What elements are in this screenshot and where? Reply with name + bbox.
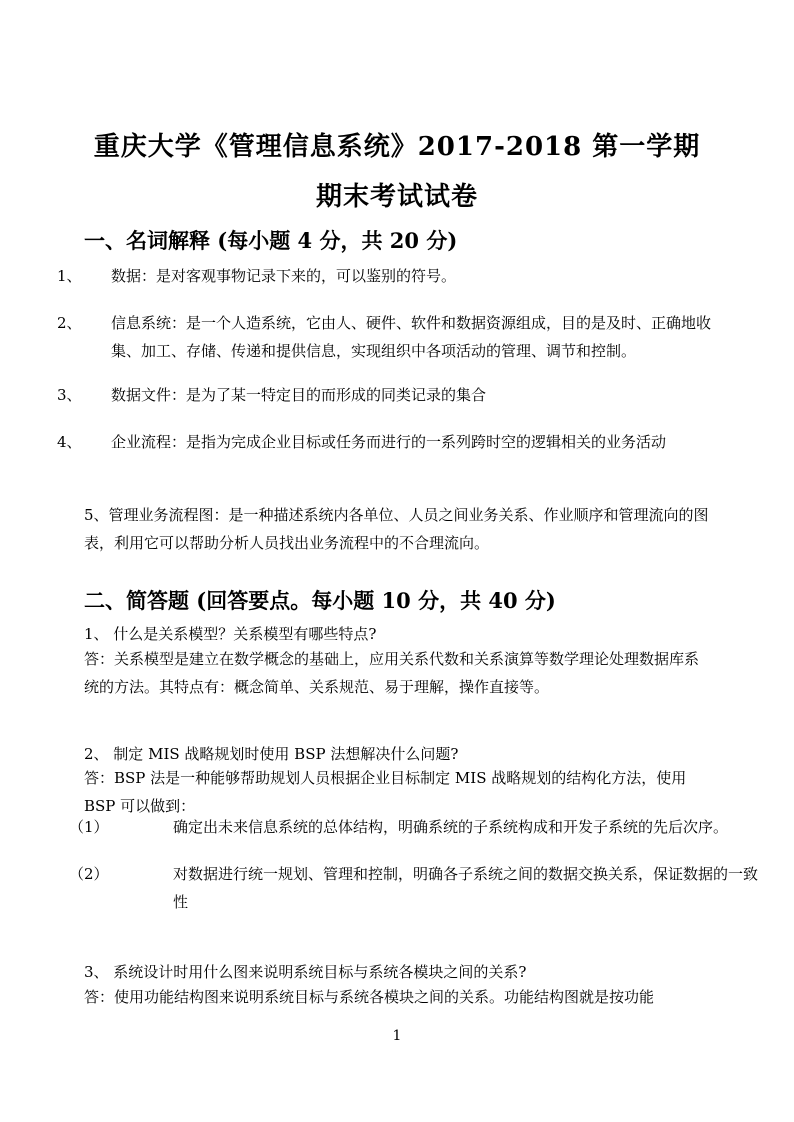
answer-2-point-2 [69, 860, 762, 916]
question-1: 1、 什么是关系模型？关系模型有哪些特点? [84, 625, 377, 643]
definition-item-1 [57, 262, 737, 290]
item-number: 1、 [57, 267, 82, 285]
answer-2-point-1 [69, 813, 762, 841]
item-number: 5、 [84, 506, 109, 524]
item-text: 企业流程：是指为完成企业目标或任务而进行的一系列跨时空的逻辑相关的业务活动 [111, 433, 667, 451]
item-text: 信息系统：是一个人造系统，它由人、硬件、软件和数据资源组成，目的是及时、正确地收集、加工、存储、传递和提供信息，实现组织中各项活动的管理、调节和控制。 [111, 314, 712, 360]
point-number: （2） [69, 865, 109, 883]
item-number: 3、 [57, 386, 82, 404]
section-2-heading: 二、简答题 (回答要点。每小题 10 分，共 40 分) [84, 588, 556, 613]
title-line-1: 重庆大学《管理信息系统》2017-2018 第一学期 [93, 132, 701, 162]
title-line-2: 期末考试试卷 [315, 182, 478, 212]
question-3: 3、 系统设计时用什么图来说明系统目标与系统各模块之间的关系? [84, 963, 527, 981]
item-text: 数据文件：是为了某一特定目的而形成的同类记录的集合 [111, 386, 487, 404]
definition-item-2 [57, 309, 737, 365]
definition-item-4 [57, 428, 737, 456]
point-text: 确定出未来信息系统的总体结构，明确系统的子系统构成和开发子系统的先后次序。 [173, 818, 729, 836]
answer-1: 答：关系模型是建立在数学概念的基础上，应用关系代数和关系演算等数学理论处理数据库系统的方法。其特点有：概念简单、关系规范、易于理解，操作直接等。 [84, 650, 700, 696]
definition-item-3 [57, 381, 737, 409]
item-number: 2、 [57, 314, 82, 332]
definition-item-5 [84, 501, 710, 557]
answer-2: 答：BSP 法是一种能够帮助规划人员根据企业目标制定 MIS 战略规划的结构化方法，使用 BSP 可以做到： [84, 769, 687, 815]
question-2: 2、 制定 MIS 战略规划时使用 BSP 法想解决什么问题? [84, 745, 459, 763]
item-number: 4、 [57, 433, 82, 451]
section-1-heading: 一、名词解释 (每小题 4 分，共 20 分) [84, 228, 458, 253]
item-text: 管理业务流程图：是一种描述系统内各单位、人员之间业务关系、作业顺序和管理流向的图表，利用它可以帮助分析人员找出业务流程中的不合理流向。 [84, 506, 709, 552]
page-number: 1 [392, 1028, 402, 1044]
point-text: 对数据进行统一规划、管理和控制，明确各子系统之间的数据交换关系，保证数据的一致性 [173, 865, 759, 911]
point-number: （1） [69, 818, 109, 836]
item-text: 数据：是对客观事物记录下来的，可以鉴别的符号。 [111, 267, 457, 285]
answer-3: 答：使用功能结构图来说明系统目标与系统各模块之间的关系。功能结构图就是按功能 [84, 988, 655, 1006]
